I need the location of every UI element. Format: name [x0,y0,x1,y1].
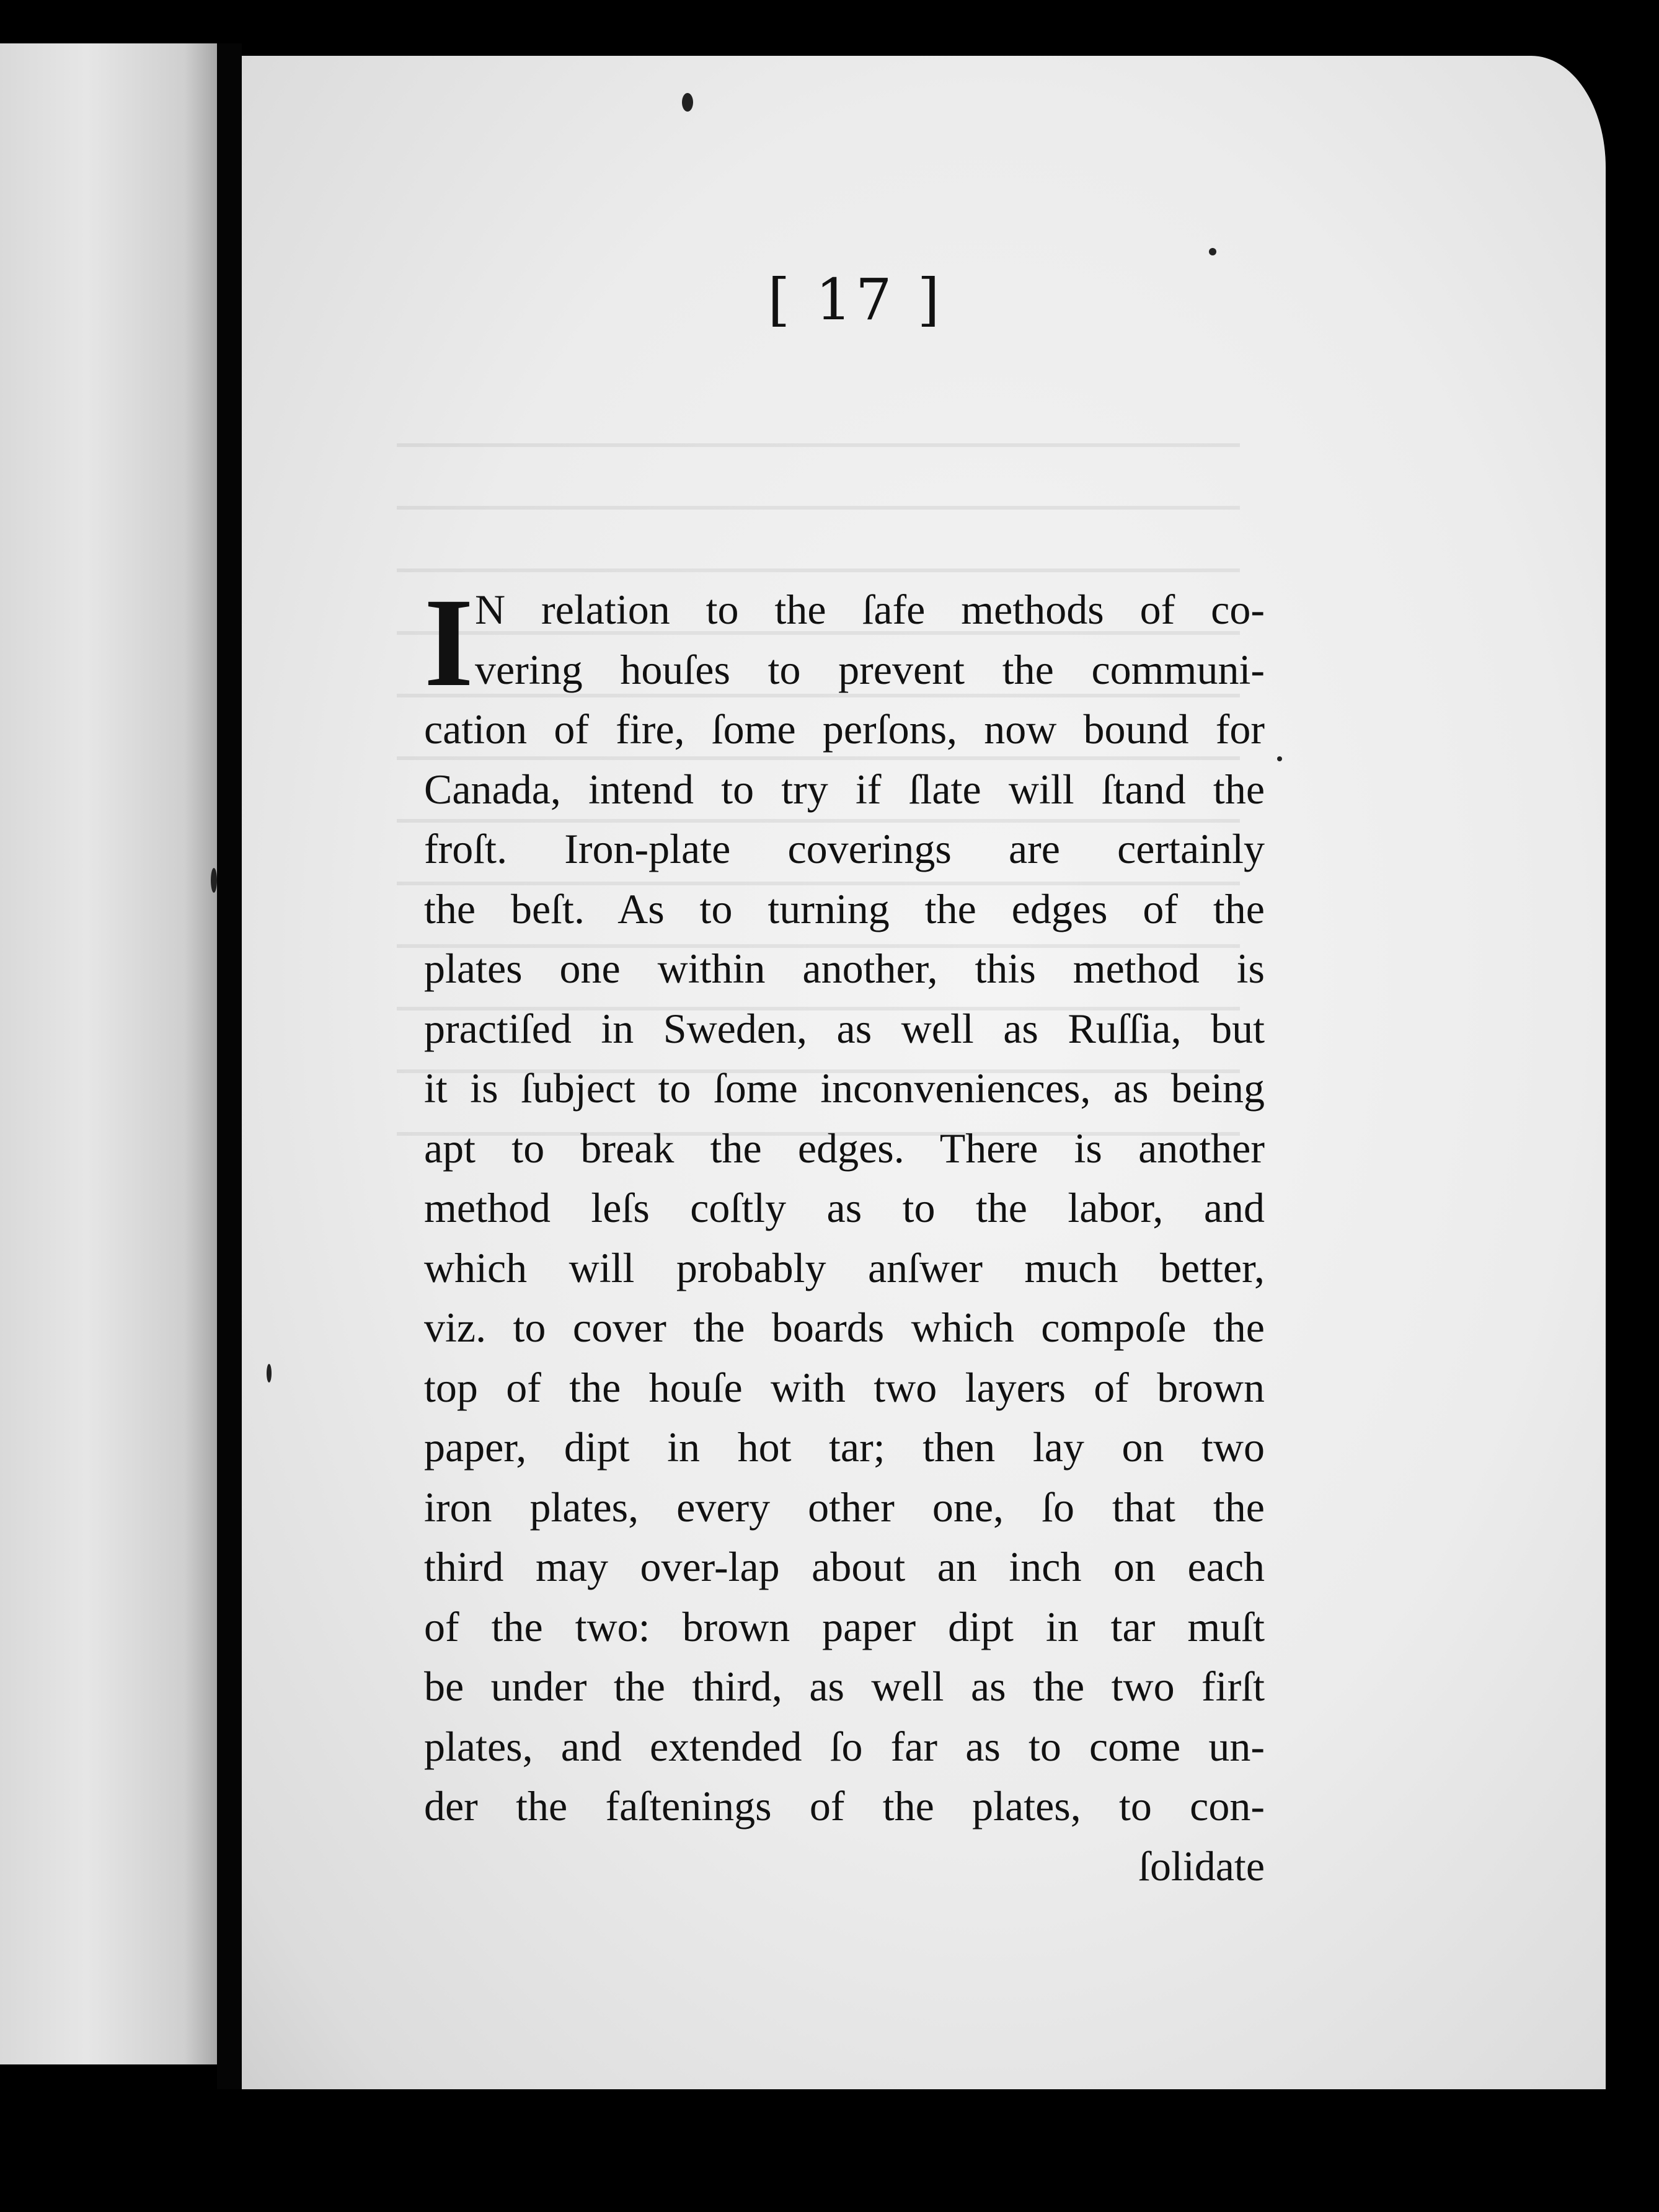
page-right-shadow [1606,186,1659,2108]
text-line: of the two: brown paper dipt in tar muſt [424,1603,1265,1650]
text-line: viz. to cover the boards which compoſe the [424,1304,1265,1351]
text-line: the beſt. As to turning the edges of the [424,885,1265,932]
ink-speck [267,1364,272,1382]
text-line: top of the houſe with two layers of brown [424,1363,1265,1411]
text-line: N relation to the ſafe methods of co- [475,586,1265,633]
text-line: vering houſes to prevent the communi- [475,645,1265,693]
text-line: be under the third, as well as the two firſt [424,1663,1265,1710]
body-text [424,572,1265,1896]
text-line: practiſed in Sweden, as well as Ruſſia, but [424,1004,1265,1052]
text-line: which will probably anſwer much better, [424,1244,1265,1291]
ink-speck [682,93,693,112]
page-number: [ 17 ] [768,267,944,333]
text-line: method leſs coſtly as to the labor, and [424,1184,1265,1231]
text-line: plates, and extended ſo far as to come un- [424,1722,1265,1770]
text-line: plates one within another, this method is [424,945,1265,992]
text-line: it is ſubject to ſome inconveniences, as being [424,1064,1265,1112]
text-line: der the faſtenings of the plates, to con- [424,1782,1265,1829]
book-gutter [217,43,242,2089]
text-line: third may over-lap about an inch on each [424,1543,1265,1590]
ink-speck [211,868,217,893]
text-line: cation of fire, ſome perſons, now bound for [424,706,1265,753]
text-line: paper, dipt in hot tar; then lay on two [424,1423,1265,1471]
text-line: apt to break the edges. There is another [424,1124,1265,1172]
previous-page-edge [0,43,217,2064]
catchword: ſolidate [1138,1842,1265,1890]
text-line: iron plates, every other one, ſo that the [424,1483,1265,1531]
ink-speck [1209,248,1216,255]
text-line: Canada, intend to try if ſlate will ſtand the [424,765,1265,813]
ink-speck [1277,756,1282,761]
text-line: froſt. Iron-plate coverings are certainly [424,825,1265,872]
drop-cap: I [424,572,474,713]
